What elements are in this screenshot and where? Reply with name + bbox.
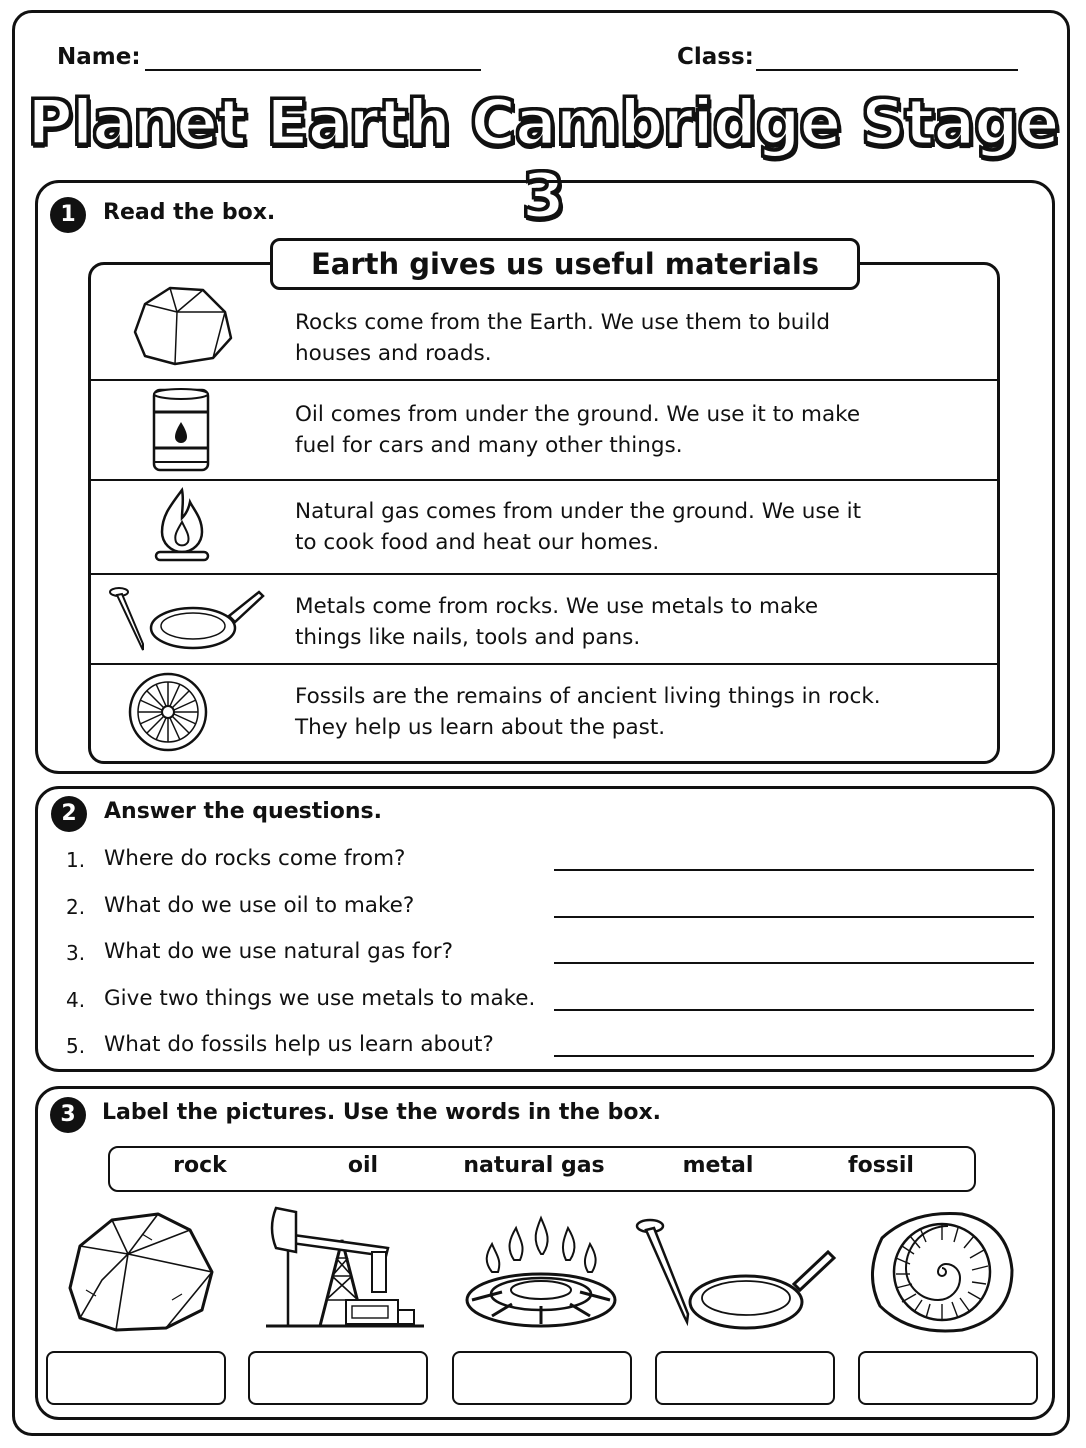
row-divider [88,479,1000,481]
oil-pump-icon [262,1200,428,1334]
rock-icon [62,1210,218,1334]
section-3-instruction: Label the pictures. Use the words in the box. [102,1100,662,1125]
class-label: Class: [677,44,754,70]
row-text-oil: Oil comes from under the ground. We use it to make fuel for cars and many other things. [295,402,861,458]
question-text: Give two things we use metals to make. [104,986,536,1011]
section-2 [35,786,1055,1072]
word-metal: metal [682,1153,754,1178]
section-2-instruction: Answer the questions. [104,799,383,824]
word-oil: oil [347,1153,379,1178]
row-divider [88,573,1000,575]
question-text: What do we use natural gas for? [104,939,454,964]
nail-and-pan-icon [632,1216,838,1332]
section-3-number: 3 [50,1097,86,1133]
question-number: 2. [66,895,86,919]
answer-line[interactable] [554,1055,1034,1057]
question-number: 5. [66,1034,86,1058]
page-title: Planet Earth Cambridge Stage 3 [27,86,1059,232]
question-number: 1. [66,848,86,872]
label-box-fossil[interactable] [858,1351,1038,1405]
label-box-natural-gas[interactable] [452,1351,632,1405]
answer-line[interactable] [554,1009,1034,1011]
question-text: What do we use oil to make? [104,893,415,918]
row-text-metals: Metals come from rocks. We use metals to make things like nails, tools and pans. [295,594,819,650]
row-divider [88,663,1000,665]
question-number: 4. [66,988,86,1012]
section-1-number: 1 [50,197,86,233]
answer-line[interactable] [554,916,1034,918]
class-field[interactable] [756,69,1018,71]
question-number: 3. [66,941,86,965]
fossil-icon [126,670,210,754]
word-fossil: fossil [848,1153,914,1178]
row-text-fossils: Fossils are the remains of ancient living things in rock. They help us learn about the past. [295,684,881,740]
oil-barrel-icon [148,386,214,474]
question-text: What do fossils help us learn about? [104,1032,494,1057]
section-2-number: 2 [51,796,87,832]
answer-line[interactable] [554,869,1034,871]
label-box-metal[interactable] [655,1351,835,1405]
word-natural-gas: natural gas [463,1153,605,1178]
rock-icon [125,282,237,368]
label-box-rock[interactable] [46,1351,226,1405]
row-divider [88,379,1000,381]
nail-and-pan-icon [105,584,267,654]
name-field[interactable] [145,69,481,71]
section-1-instruction: Read the box. [103,200,276,225]
gas-stove-icon [462,1214,620,1332]
row-text-natural-gas: Natural gas comes from under the ground. We use it to cook food and heat our homes. [295,499,862,555]
name-label: Name: [57,44,141,70]
question-text: Where do rocks come from? [104,846,406,871]
answer-line[interactable] [554,962,1034,964]
label-box-oil[interactable] [248,1351,428,1405]
row-text-rocks: Rocks come from the Earth. We use them to build houses and roads. [295,310,831,366]
gas-flame-icon [152,486,212,566]
ammonite-fossil-icon [862,1208,1018,1336]
word-rock: rock [173,1153,227,1178]
info-box-title: Earth gives us useful materials [270,238,860,290]
